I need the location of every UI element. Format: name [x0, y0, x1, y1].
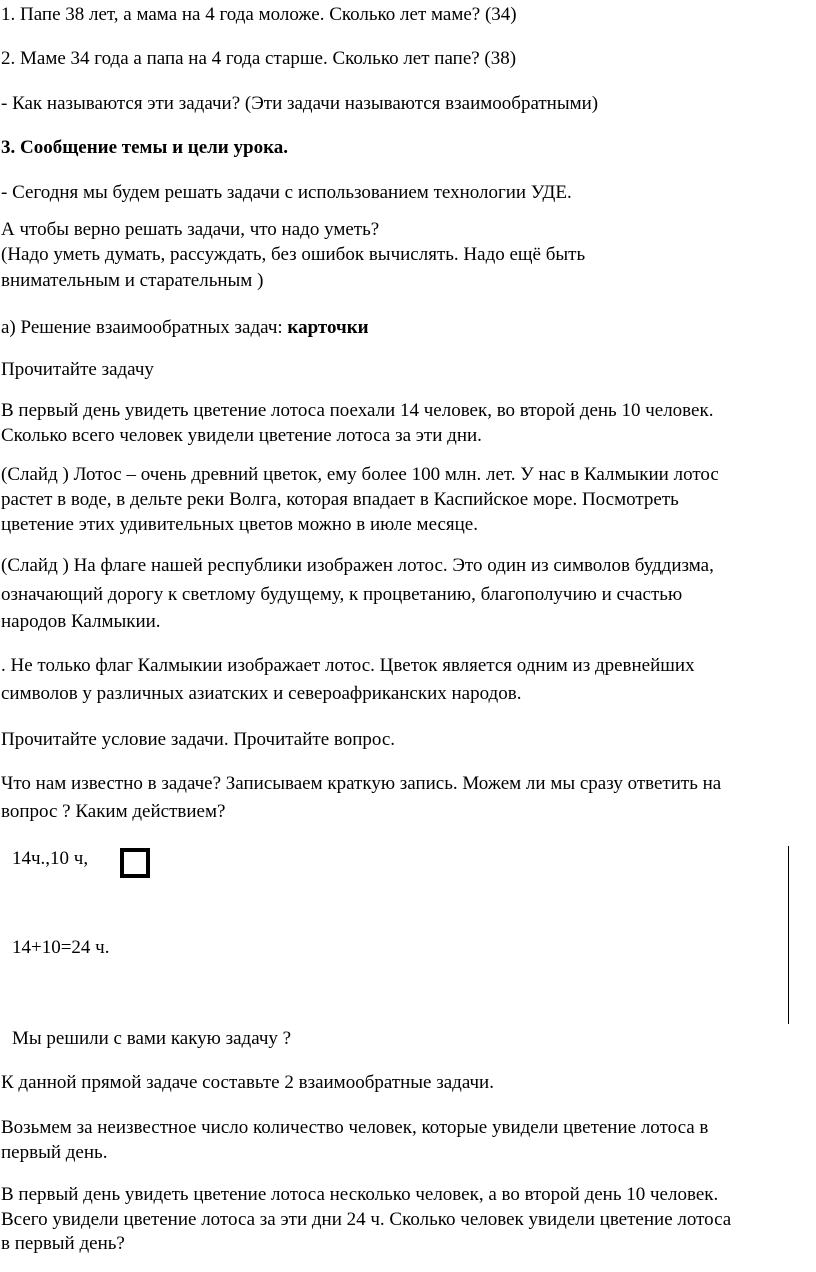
- vertical-line: [788, 846, 789, 1024]
- text-line: символов у различных азиатских и североафриканских народов.: [1, 683, 522, 704]
- text-span: а) Решение взаимообратных задач:: [1, 317, 288, 338]
- bold-word: карточки: [287, 317, 369, 338]
- text-line: А чтобы верно решать задачи, что надо уметь?: [1, 219, 380, 240]
- text-line: Возьмем за неизвестное число количество человек, которые увидели цветение лотоса в: [1, 1117, 709, 1138]
- text-line: Что нам известно в задаче? Записываем краткую запись. Можем ли мы сразу ответить на: [1, 773, 722, 794]
- text-line: В первый день увидеть цветение лотоса поехали 14 человек, во второй день 10 человек.: [1, 400, 714, 421]
- text-line: (Слайд ) Лотос – очень древний цветок, ему более 100 млн. лет. У нас в Калмыкии лотос: [1, 464, 719, 485]
- text-line: первый день.: [1, 1142, 108, 1163]
- text-line: [1, 316, 810, 340]
- text-line: Сколько всего человек увидели цветение лотоса за эти дни.: [1, 425, 482, 446]
- text-line: (Надо уметь думать, рассуждать, без ошибок вычислять. Надо ещё быть: [1, 244, 586, 265]
- section-heading: 3. Сообщение темы и цели урока.: [1, 137, 288, 158]
- text-line: народов Калмыкии.: [1, 611, 161, 632]
- text-line: Прочитайте задачу: [1, 359, 154, 380]
- text-line: - Сегодня мы будем решать задачи с использованием технологии УДЕ.: [1, 182, 572, 203]
- text-line: К данной прямой задаче составьте 2 взаимообратные задачи.: [1, 1072, 494, 1093]
- text-line: (Слайд ) На флаге нашей республики изображен лотос. Это один из символов буддизма,: [1, 555, 714, 576]
- text-line: - Как называются эти задачи? (Эти задачи называются взаимообратными): [1, 93, 599, 114]
- text-line: 2. Маме 34 года а папа на 4 года старше. Сколько лет папе? (38): [1, 48, 517, 69]
- text-line: вопрос ? Каким действием?: [1, 801, 226, 822]
- text-line: В первый день увидеть цветение лотоса несколько человек, а во второй день 10 человек.: [1, 1184, 719, 1205]
- text-line: Прочитайте условие задачи. Прочитайте вопрос.: [1, 729, 396, 750]
- text-line: Мы решили с вами какую задачу ?: [12, 1028, 292, 1049]
- text-line: Всего увидели цветение лотоса за эти дни 24 ч. Сколько человек увидели цветение лотоса: [1, 1209, 732, 1230]
- text-line: . Не только флаг Калмыкии изображает лотос. Цветок является одним из древнейших: [1, 655, 695, 676]
- square-box: [120, 848, 150, 878]
- text-line: внимательным и старательным ): [1, 270, 264, 291]
- text-line: означающий дорогу к светлому будущему, к процветанию, благополучию и счастью: [1, 584, 683, 605]
- text-line: в первый день?: [1, 1233, 125, 1254]
- text-line: цветение этих удивительных цветов можно в июле месяце.: [1, 514, 478, 535]
- short-note: 14ч.,10 ч,: [12, 848, 89, 869]
- equation: 14+10=24 ч.: [12, 937, 110, 958]
- text-line: растет в воде, в дельте реки Волга, которая впадает в Каспийское море. Посмотреть: [1, 489, 679, 510]
- text-line: 1. Папе 38 лет, а мама на 4 года моложе. Сколько лет маме? (34): [1, 4, 517, 25]
